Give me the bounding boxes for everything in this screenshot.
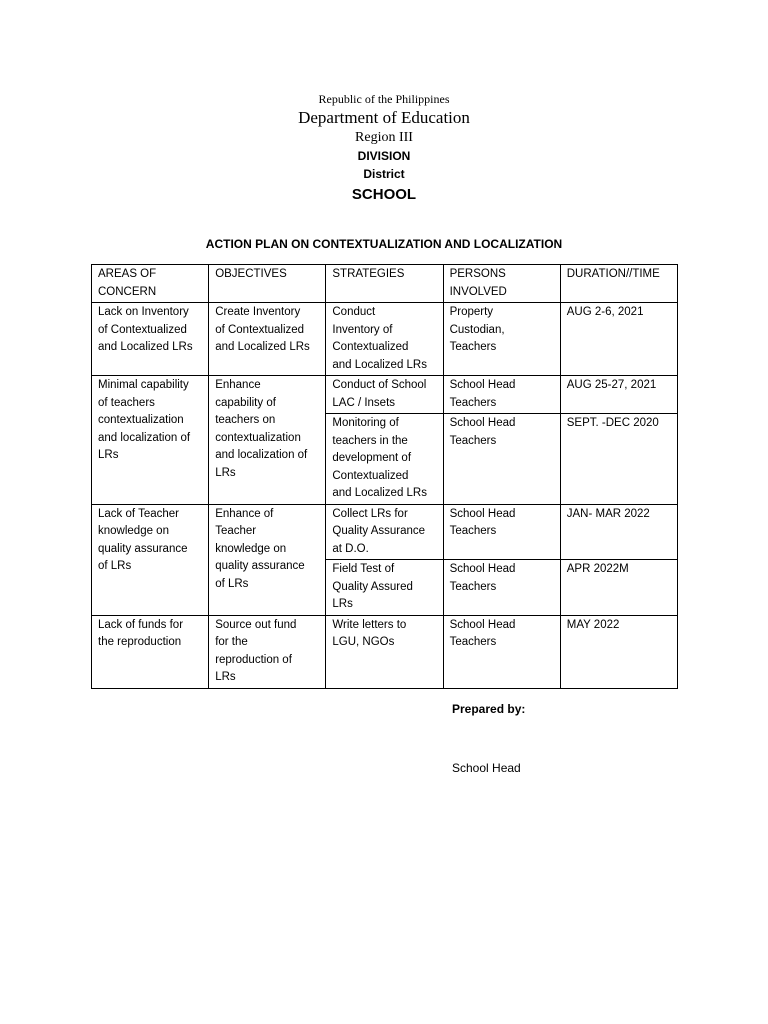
strategy-cell: Collect LRs for Quality Assurance at D.O. <box>326 504 443 560</box>
document-title: ACTION PLAN ON CONTEXTUALIZATION AND LOCALIZATION <box>205 237 563 251</box>
action-plan-table <box>91 264 678 689</box>
area-cell: Lack of Teacher knowledge on quality assurance of LRs <box>92 504 209 615</box>
objective-cell: Enhance capability of teachers on contextualization and localization of LRs <box>209 376 326 505</box>
region-name: Region III <box>355 130 413 145</box>
duration-cell: JAN- MAR 2022 <box>560 504 677 560</box>
header-areas-of-concern: AREAS OF CONCERN <box>92 265 209 303</box>
area-cell: Lack of funds for the reproduction <box>92 615 209 688</box>
duration-cell: MAY 2022 <box>560 615 677 688</box>
division-name: DIVISION <box>357 149 411 163</box>
persons-cell: School Head Teachers <box>443 615 560 688</box>
strategy-cell: Conduct of School LAC / Insets <box>326 376 443 414</box>
table-row <box>92 303 678 376</box>
table-header-row <box>92 265 678 303</box>
district-name: District <box>363 167 405 181</box>
header-duration: DURATION//TIME <box>560 265 677 303</box>
area-cell: Lack on Inventory of Contextualized and Localized LRs <box>92 303 209 376</box>
objective-cell: Enhance of Teacher knowledge on quality assurance of LRs <box>209 504 326 615</box>
strategy-cell: Field Test of Quality Assured LRs <box>326 560 443 616</box>
objective-cell: Create Inventory of Contextualized and Localized LRs <box>209 303 326 376</box>
persons-cell: School Head Teachers <box>443 560 560 616</box>
duration-cell: APR 2022M <box>560 560 677 616</box>
duration-cell: SEPT. -DEC 2020 <box>560 414 677 505</box>
objective-cell: Source out fund for the reproduction of LRs <box>209 615 326 688</box>
header-persons-involved: PERSONS INVOLVED <box>443 265 560 303</box>
school-name: SCHOOL <box>351 186 417 203</box>
table-row <box>92 504 678 560</box>
header-objectives: OBJECTIVES <box>209 265 326 303</box>
duration-cell: AUG 2-6, 2021 <box>560 303 677 376</box>
persons-cell: School Head Teachers <box>443 414 560 505</box>
table-row <box>92 376 678 414</box>
signatory-name: School Head <box>452 761 521 775</box>
prepared-by-label: Prepared by: <box>452 702 526 716</box>
duration-cell: AUG 25-27, 2021 <box>560 376 677 414</box>
persons-cell: School Head Teachers <box>443 504 560 560</box>
header-strategies: STRATEGIES <box>326 265 443 303</box>
strategy-cell: Monitoring of teachers in the development of Contextualized and Localized LRs <box>326 414 443 505</box>
department-name: Department of Education <box>298 108 470 127</box>
area-cell: Minimal capability of teachers contextualization and localization of LRs <box>92 376 209 505</box>
strategy-cell: Conduct Inventory of Contextualized and Localized LRs <box>326 303 443 376</box>
persons-cell: School Head Teachers <box>443 376 560 414</box>
persons-cell: Property Custodian, Teachers <box>443 303 560 376</box>
table-row <box>92 615 678 688</box>
strategy-cell: Write letters to LGU, NGOs <box>326 615 443 688</box>
republic-line: Republic of the Philippines <box>318 92 450 106</box>
